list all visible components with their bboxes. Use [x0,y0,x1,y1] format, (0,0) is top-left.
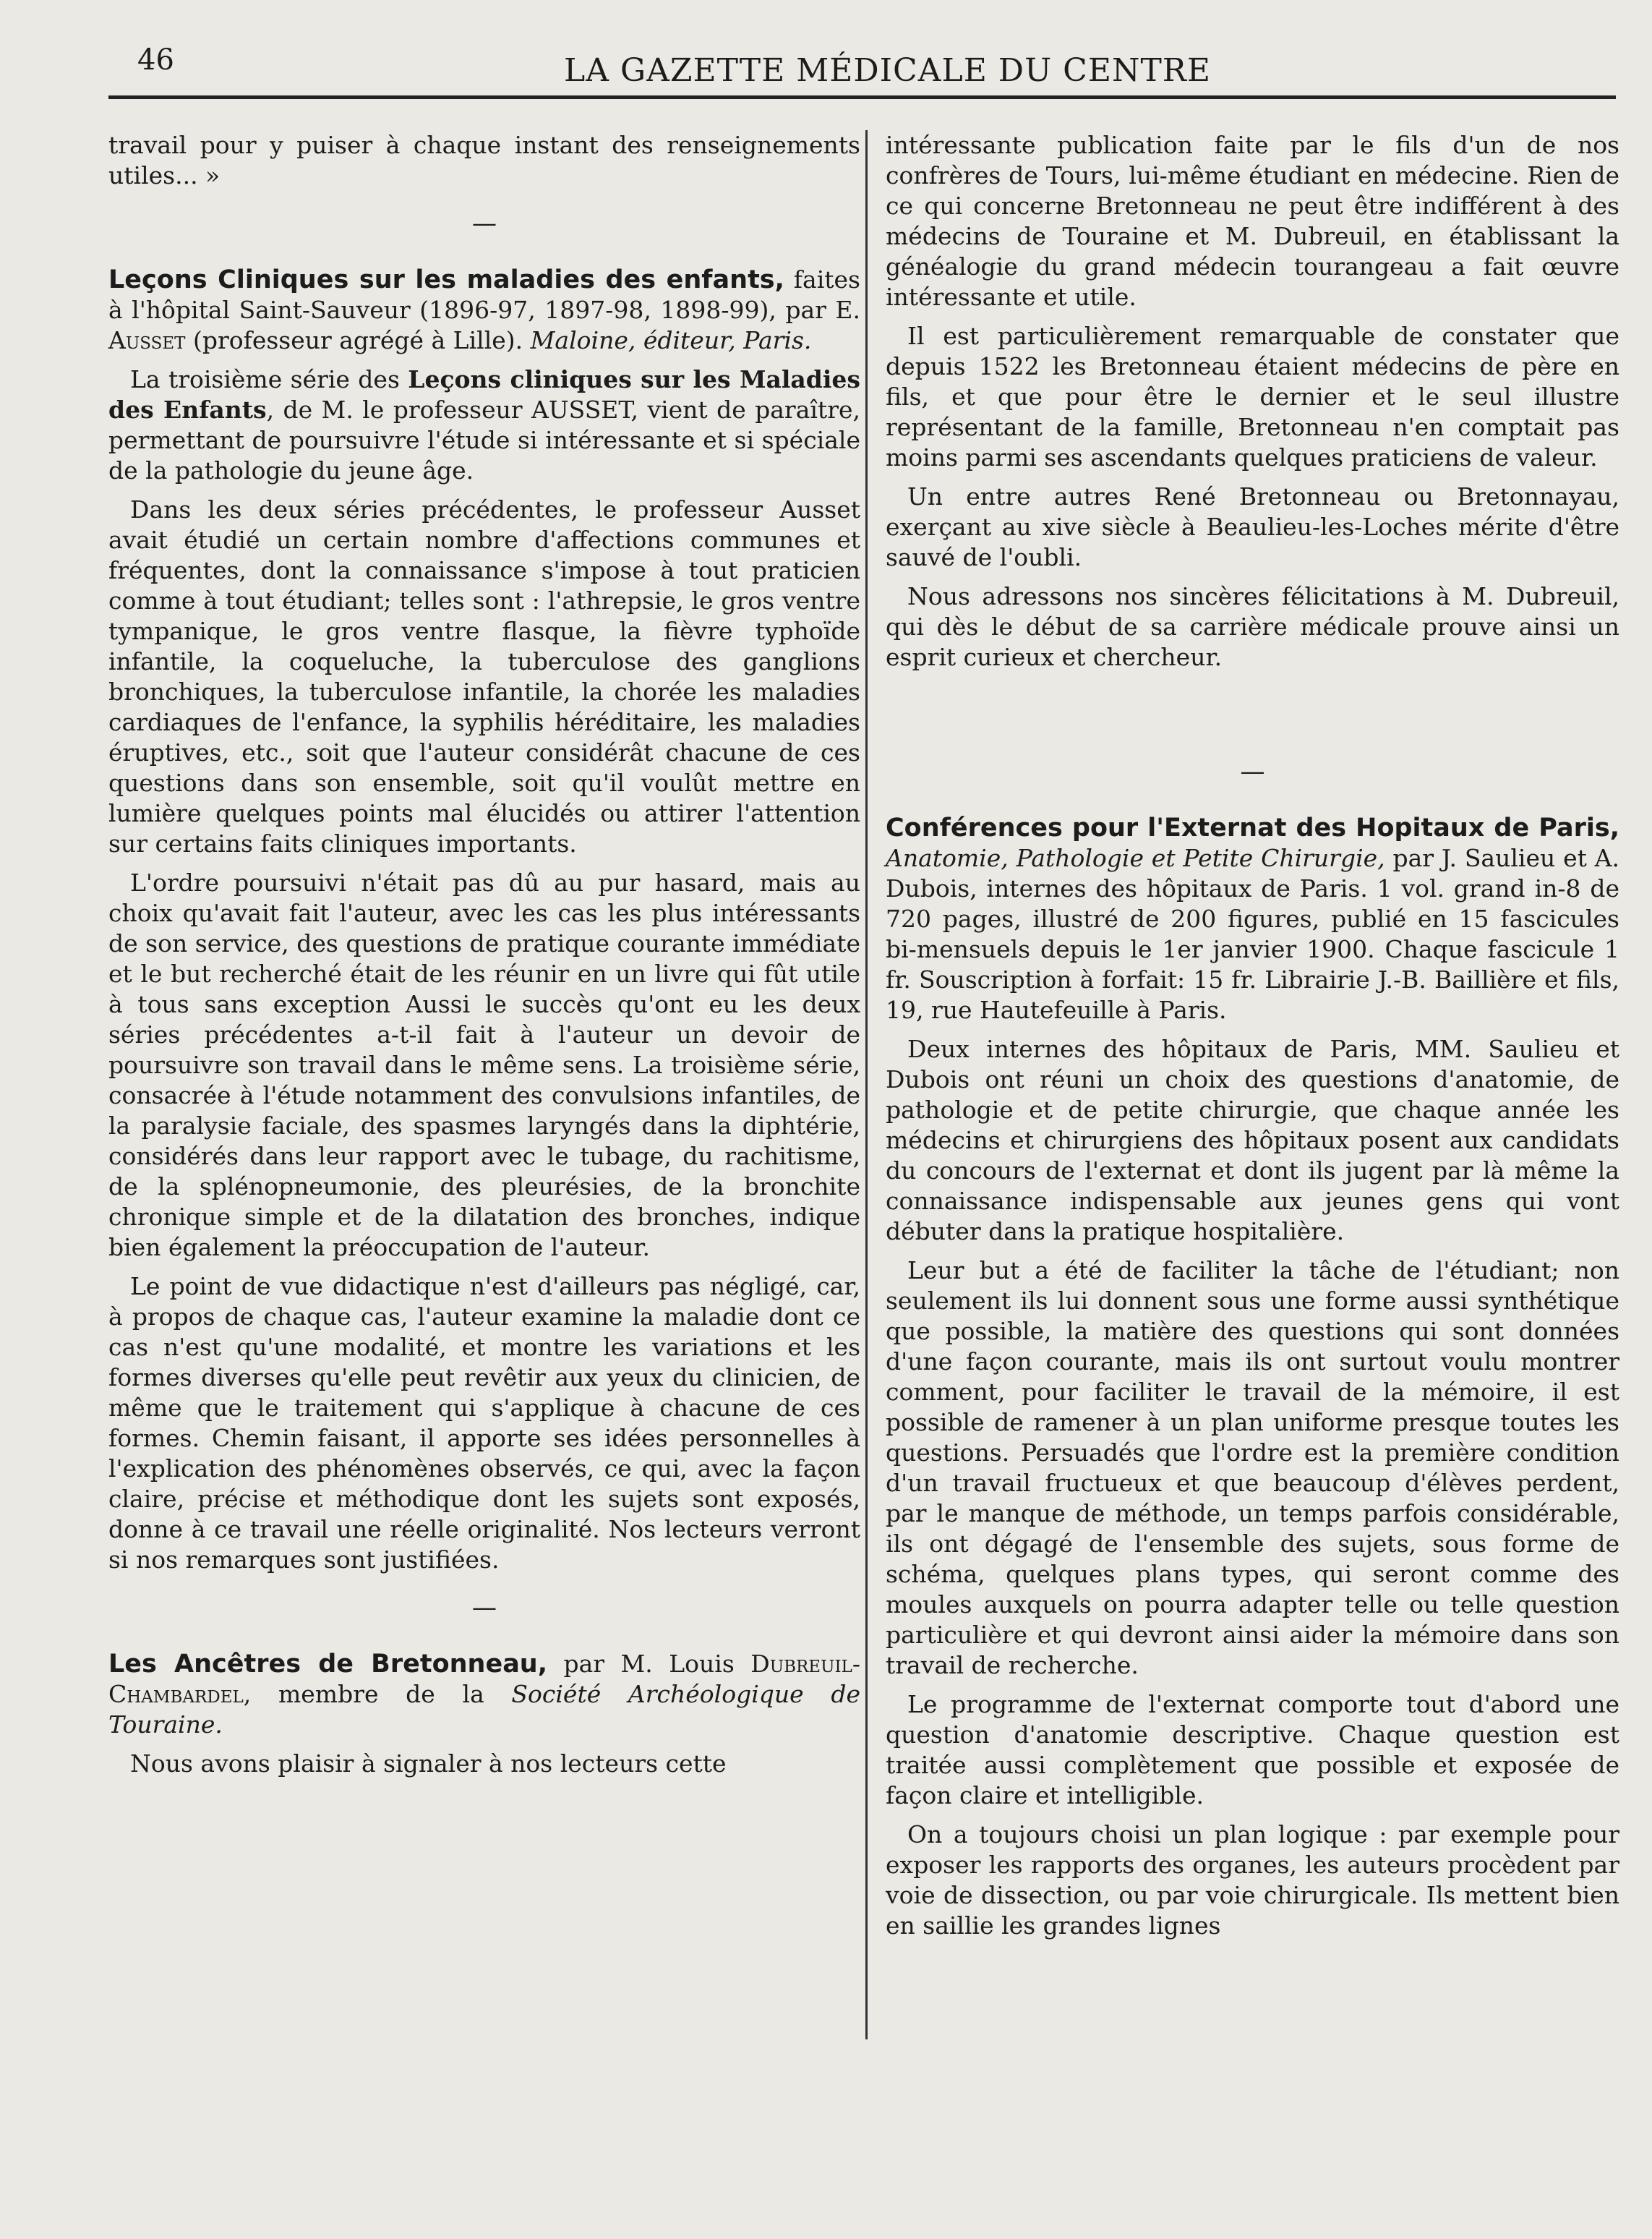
paragraph: Le programme de l'externat comporte tout d'abord une question d'anatomie descriptive. Chaque question est traitée aussi complètement que possible et exposée de façon claire et intelligible. [886,1690,1619,1809]
paragraph: On a toujours choisi un plan logique : par exemple pour exposer les rapports des organes, les auteurs procèdent par voie de dissection, ou par voie chirurgicale. Ils mettent bien en saillie les grandes lignes [886,1820,1619,1940]
left-column [108,130,860,1788]
review-author: Dubreuil-Chambardel, [108,1650,860,1708]
review-details: par M. Louis [547,1650,751,1678]
review-heading-ancetres [108,1649,860,1740]
review-details: par J. Saulieu et A. Dubois, internes des hôpitaux de Paris. 1 vol. grand in-8 de 720 pages, illustré de 200 figures, publié en 15 fascicules bi-mensuels depuis le 1er janvier 1900. Chaque fascicule 1 fr. Souscription à forfait: 15 fr. Librairie J.-B. Baillière et fils, 19, rue Hautefeuille à Paris. [886,844,1619,1024]
review-heading-lecons [108,265,860,356]
review-title: Conférences pour l'Externat des Hopitaux de Paris, [886,814,1619,843]
text-run: , de M. le professeur AUSSET, vient de paraître, permettant de poursuivre l'étude si intéressante et si spéciale de la pathologie du jeune âge. [108,396,860,485]
review-details-2: (professeur agrégé à Lille). [185,326,531,354]
text-run: La troisième série des [130,365,408,393]
spacer [886,681,1619,739]
review-subjects: Anatomie, Pathologie et Petite Chirurgie, [886,844,1385,872]
running-head: LA GAZETTE MÉDICALE DU CENTRE [564,52,1212,89]
paragraph: Le point de vue didactique n'est d'ailleurs pas négligé, car, à propos de chaque cas, l'auteur examine la maladie dont ce cas n'est qu'une modalité, et montre les variations et les formes diverses qu'elle peut revêtir aux yeux du clinicien, de même que le traitement qui s'applique à chacune de ces formes. Chemin faisant, il apporte ses idées personnelles à l'explication des phénomènes observés, ce qui, avec la façon claire, précise et méthodique dont les sujets sont exposés, donne à ce travail une réelle originalité. Nos lecteurs verront si nos remarques sont justifiées. [108,1272,860,1574]
review-heading-conferences [886,813,1619,1025]
paragraph: Leur but a été de faciliter la tâche de l'étudiant; non seulement ils lui donnent sous une forme aussi synthétique que possible, la matière des questions qui sont données d'une façon courante, mais ils ont surtout voulu montrer comment, pour faciliter le travail de la mémoire, il est possible de ramener à un plan uniforme presque toutes les questions. Persuadés que l'ordre est la première condition d'un travail fructueux et que beaucoup d'élèves perdent, par le manque de méthode, un temps parfois considérable, ils ont dégagé de l'ensemble des sujets, sous forme de schéma, quelques plans types, qui seront comme des moules auxquels on pourra adapter telle ou telle question particulière et qui devront ainsi aider la mémoire dans son travail de recherche. [886,1256,1619,1679]
review-details: faites à l'hôpital Saint-Sauveur (1896-97, 1897-98, 1898-99), par E. [108,265,860,324]
section-separator: — [1240,757,1265,786]
review-author: Ausset [108,326,186,354]
review-title: Leçons Cliniques sur les maladies des enfants, [108,265,784,294]
column-divider [865,130,868,2039]
paragraph: Nous avons plaisir à signaler à nos lecteurs cette [130,1749,727,1778]
header-rule [108,95,1616,99]
paragraph: Nous adressons nos sincères félicitations à M. Dubreuil, qui dès le début de sa carrière médicale prouve ainsi un esprit curieux et chercheur. [886,582,1619,671]
paragraph [108,364,860,486]
paragraph: Dans les deux séries précédentes, le professeur Ausset avait étudié un certain nombre d'affections communes et fréquentes, dont la connaissance s'impose à tout praticien comme à tout étudiant; telles sont : l'athrepsie, le gros ventre tympanique, le gros ventre flasque, la fièvre typhoïde infantile, la coqueluche, la tuberculose des ganglions bronchiques, la tuberculose infantile, la chorée les maladies cardiaques de l'enfance, la syphilis héréditaire, les maladies éruptives, etc., soit que l'auteur considérât chacune de ces questions dans son ensemble, soit qu'il voulût mettre en lumière quelques points mal élucidés ou attirer l'attention sur certains faits cliniques importants. [108,495,860,858]
right-column [886,130,1619,1950]
paragraph: Deux internes des hôpitaux de Paris, MM. Saulieu et Dubois ont réuni un choix des questions d'anatomie, de pathologie et de petite chirurgie, que chaque année les médecins et chirurgiens des hôpitaux posent aux candidats du concours de l'externat et dont ils jugent par là même la connaissance indispensable aux jeunes gens qui vont débuter dans la pratique hospitalière. [886,1035,1619,1245]
section-separator: — [472,1593,497,1622]
paragraph: Un entre autres René Bretonneau ou Bretonnayau, exerçant au xive siècle à Beaulieu-les-Loches mérite d'être sauvé de l'oubli. [886,482,1619,571]
review-publisher: Maloine, éditeur, Paris. [530,326,812,354]
review-society: Société Archéologique de Touraine. [108,1680,860,1739]
paragraph: travail pour y puiser à chaque instant des renseignements utiles... » [108,131,860,189]
paragraph: Il est particulièrement remarquable de constater que depuis 1522 les Bretonneau étaient médecins de père en fils, et que pour être le dernier et le seul illustre représentant de la famille, Bretonneau n'en comptait pas moins parmi ses ascendants quelques praticiens de valeur. [886,322,1619,472]
page-number: 46 [137,43,174,77]
review-details-2: membre de la [251,1680,512,1708]
book-title: Leçons cliniques sur les Maladies des Enfants [108,365,860,424]
paragraph: L'ordre poursuivi n'était pas dû au pur hasard, mais au choix qu'avait fait l'auteur, avec les cas les plus intéressants de son service, des questions de pratique courante immédiate et le but recherché était de les réunir en un livre qui fût utile à tous sans exception Aussi le succès qu'ont eu les deux séries précédentes a-t-il fait à l'auteur un devoir de poursuivre son travail dans le même sens. La troisième série, consacrée à l'étude notamment des convulsions infantiles, de la paralysie faciale, des spasmes laryngés dans la diphtérie, considérés dans leur rapport avec le tubage, du rachitisme, de la splénopneumonie, des pleurésies, de la bronchite chronique simple et de la dilatation des bronches, indique bien également la préoccupation de l'auteur. [108,869,860,1261]
paragraph: intéressante publication faite par le fils d'un de nos confrères de Tours, lui-même étudiant en médecine. Rien de ce qui concerne Bretonneau ne peut être indifférent à des médecins de Touraine et M. Dubreuil, en établissant la généalogie du grand médecin tourangeau a fait œuvre intéressante et utile. [886,131,1619,311]
review-title: Les Ancêtres de Bretonneau, [108,1650,548,1679]
section-separator: — [472,209,497,238]
